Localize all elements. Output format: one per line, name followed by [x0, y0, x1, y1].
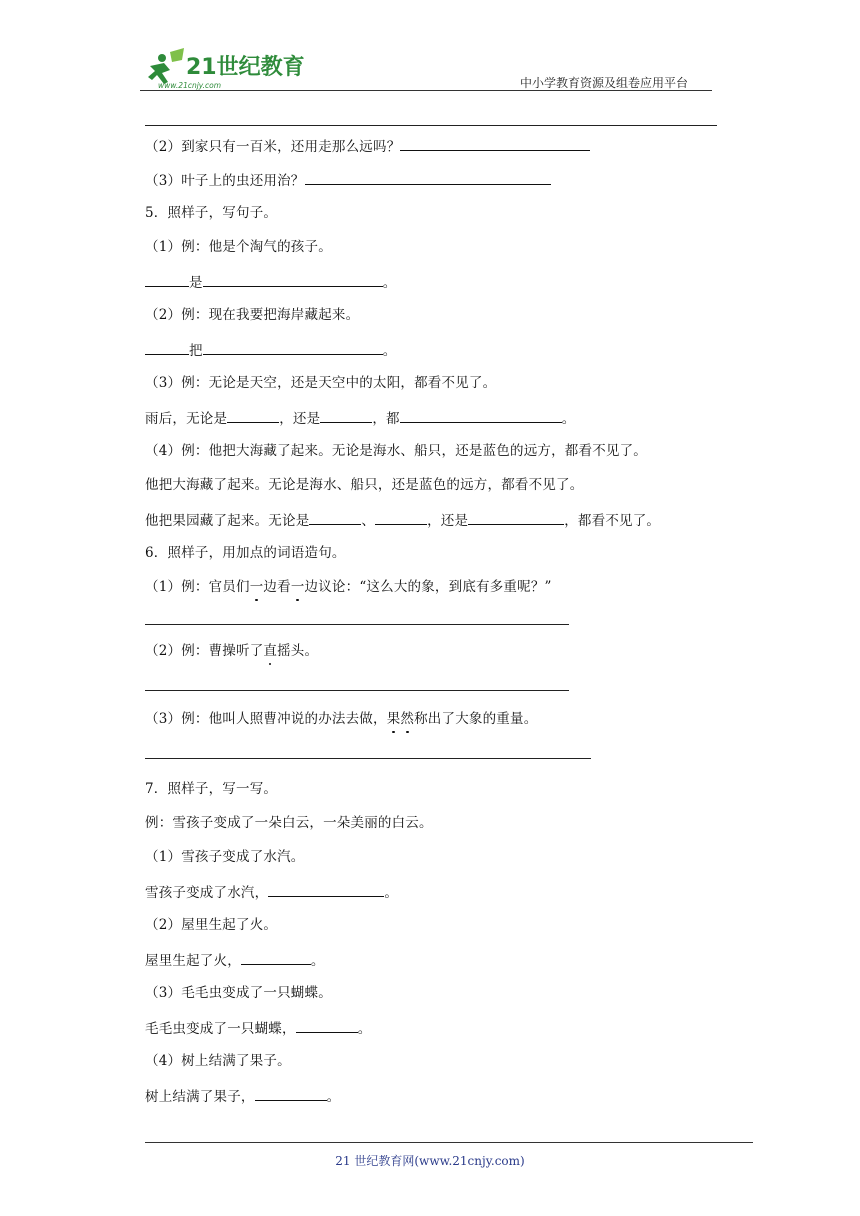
q5-answer-1 [145, 272, 396, 292]
logo-url: www.21cnjy.com [158, 81, 222, 90]
footer-link[interactable]: 21 世纪教育网(www.21cnjy.com) [335, 1154, 525, 1168]
q5-example-2: （2）例：现在我要把海岸藏起来。 [145, 307, 360, 323]
q4-item-2-text: （2）到家只有一百米，还用走那么远吗？ [145, 139, 401, 155]
header-rule [140, 90, 712, 91]
q7-item-4: （4）树上结满了果子。 [145, 1053, 291, 1069]
dotted-char: 直 [263, 643, 278, 659]
q5-example-1: （1）例：他是个淘气的孩子。 [145, 239, 332, 255]
q7-answer-1 [145, 882, 398, 902]
answer-blank[interactable] [400, 136, 590, 151]
q5-answer-3-text-b: ，还是 [279, 411, 321, 427]
q6-ex2-pre: （2）例：曹操听了 [145, 643, 264, 659]
answer-blank[interactable] [468, 510, 564, 525]
logo-text: 21世纪教育 [186, 55, 305, 80]
dotted-char: 果 [386, 711, 401, 727]
q7-answer-2-text: 屋里生起了火， [145, 953, 241, 969]
answer-blank[interactable] [296, 1018, 358, 1033]
q5-answer-4-text-d: ，都看不见了。 [564, 513, 661, 529]
answer-blank[interactable] [227, 408, 279, 423]
q6-ex1-mid: 边看 [263, 579, 291, 595]
answer-blank[interactable] [309, 510, 361, 525]
period: 。 [382, 275, 397, 291]
q7-answer-3-text: 毛毛虫变成了一只蝴蝶， [145, 1021, 296, 1037]
q5-answer-3-text-c: ，都 [372, 411, 400, 427]
period: 。 [561, 411, 576, 427]
period: 。 [310, 953, 325, 969]
q5-example-3: （3）例：无论是天空，还是天空中的太阳，都看不见了。 [145, 375, 497, 391]
site-logo [140, 44, 340, 92]
q7-example: 例：雪孩子变成了一朵白云，一朵美丽的白云。 [145, 815, 433, 831]
platform-name: 中小学教育资源及组卷应用平台 [520, 76, 689, 90]
answer-line[interactable] [145, 690, 569, 691]
answer-blank[interactable] [305, 170, 551, 185]
q4-item-3-text: （3）叶子上的虫还用治？ [145, 173, 305, 189]
dotted-char: 然 [400, 711, 415, 727]
answer-blank[interactable] [375, 510, 427, 525]
answer-blank[interactable] [203, 272, 383, 287]
q6-ex1-post: 边议论：“这么大的象，到底有多重呢？” [304, 579, 552, 595]
q7-answer-4-text: 树上结满了果子， [145, 1089, 255, 1105]
answer-blank[interactable] [203, 340, 383, 355]
q5-answer-4-text-a: 他把果园藏了起来。无论是 [145, 513, 310, 529]
q6-title: 6．照样子，用加点的词语造句。 [145, 545, 346, 561]
q7-item-2: （2）屋里生起了火。 [145, 917, 278, 933]
q7-answer-3 [145, 1018, 371, 1038]
answer-line[interactable] [145, 624, 569, 625]
q7-title: 7．照样子，写一写。 [145, 781, 278, 797]
answer-blank[interactable] [145, 340, 189, 355]
q7-item-1: （1）雪孩子变成了水汽。 [145, 849, 305, 865]
q6-ex3-pre: （3）例：他叫人照曹冲说的办法去做， [145, 711, 387, 727]
q5-answer-4-text-c: ，还是 [427, 513, 469, 529]
q5-answer-3 [145, 408, 575, 428]
q5-title: 5．照样子，写句子。 [145, 205, 278, 221]
answer-blank[interactable] [268, 882, 384, 897]
q6-example-1 [145, 578, 552, 596]
q6-ex2-post: 摇头。 [277, 643, 319, 659]
q5-example-4-repeat: 他把大海藏了起来。无论是海水、船只，还是蓝色的远方，都看不见了。 [145, 477, 584, 493]
q6-ex3-post: 称出了大象的重量。 [414, 711, 538, 727]
q5-answer-1-word: 是 [189, 275, 203, 291]
q5-example-4: （4）例：他把大海藏了起来。无论是海水、船只，还是蓝色的远方，都看不见了。 [145, 443, 647, 459]
q6-example-2 [145, 642, 318, 660]
q4-item-3 [145, 170, 551, 190]
q4-item-2 [145, 136, 590, 156]
answer-blank[interactable] [400, 408, 562, 423]
dotted-char: 一 [290, 579, 305, 595]
period: 。 [357, 1021, 372, 1037]
q7-item-3: （3）毛毛虫变成了一只蝴蝶。 [145, 985, 332, 1001]
answer-line[interactable] [145, 758, 591, 759]
q7-answer-1-text: 雪孩子变成了水汽， [145, 885, 269, 901]
q7-answer-4 [145, 1086, 340, 1106]
q6-example-3 [145, 710, 537, 728]
q5-answer-3-text-a: 雨后，无论是 [145, 411, 228, 427]
q7-answer-2 [145, 950, 325, 970]
dotted-char: 一 [249, 579, 264, 595]
answer-blank[interactable] [255, 1086, 327, 1101]
period: 。 [384, 885, 399, 901]
q5-answer-2 [145, 340, 396, 360]
footer-rule [145, 1142, 753, 1143]
answer-line [145, 125, 717, 126]
q5-answer-4 [145, 510, 660, 530]
answer-blank[interactable] [320, 408, 372, 423]
period: 。 [382, 343, 397, 359]
answer-blank[interactable] [241, 950, 311, 965]
period: 。 [326, 1089, 341, 1105]
q5-answer-4-text-b: 、 [361, 513, 376, 529]
q6-ex1-pre: （1）例：官员们 [145, 579, 250, 595]
answer-blank[interactable] [145, 272, 189, 287]
q5-answer-2-word: 把 [189, 343, 203, 359]
